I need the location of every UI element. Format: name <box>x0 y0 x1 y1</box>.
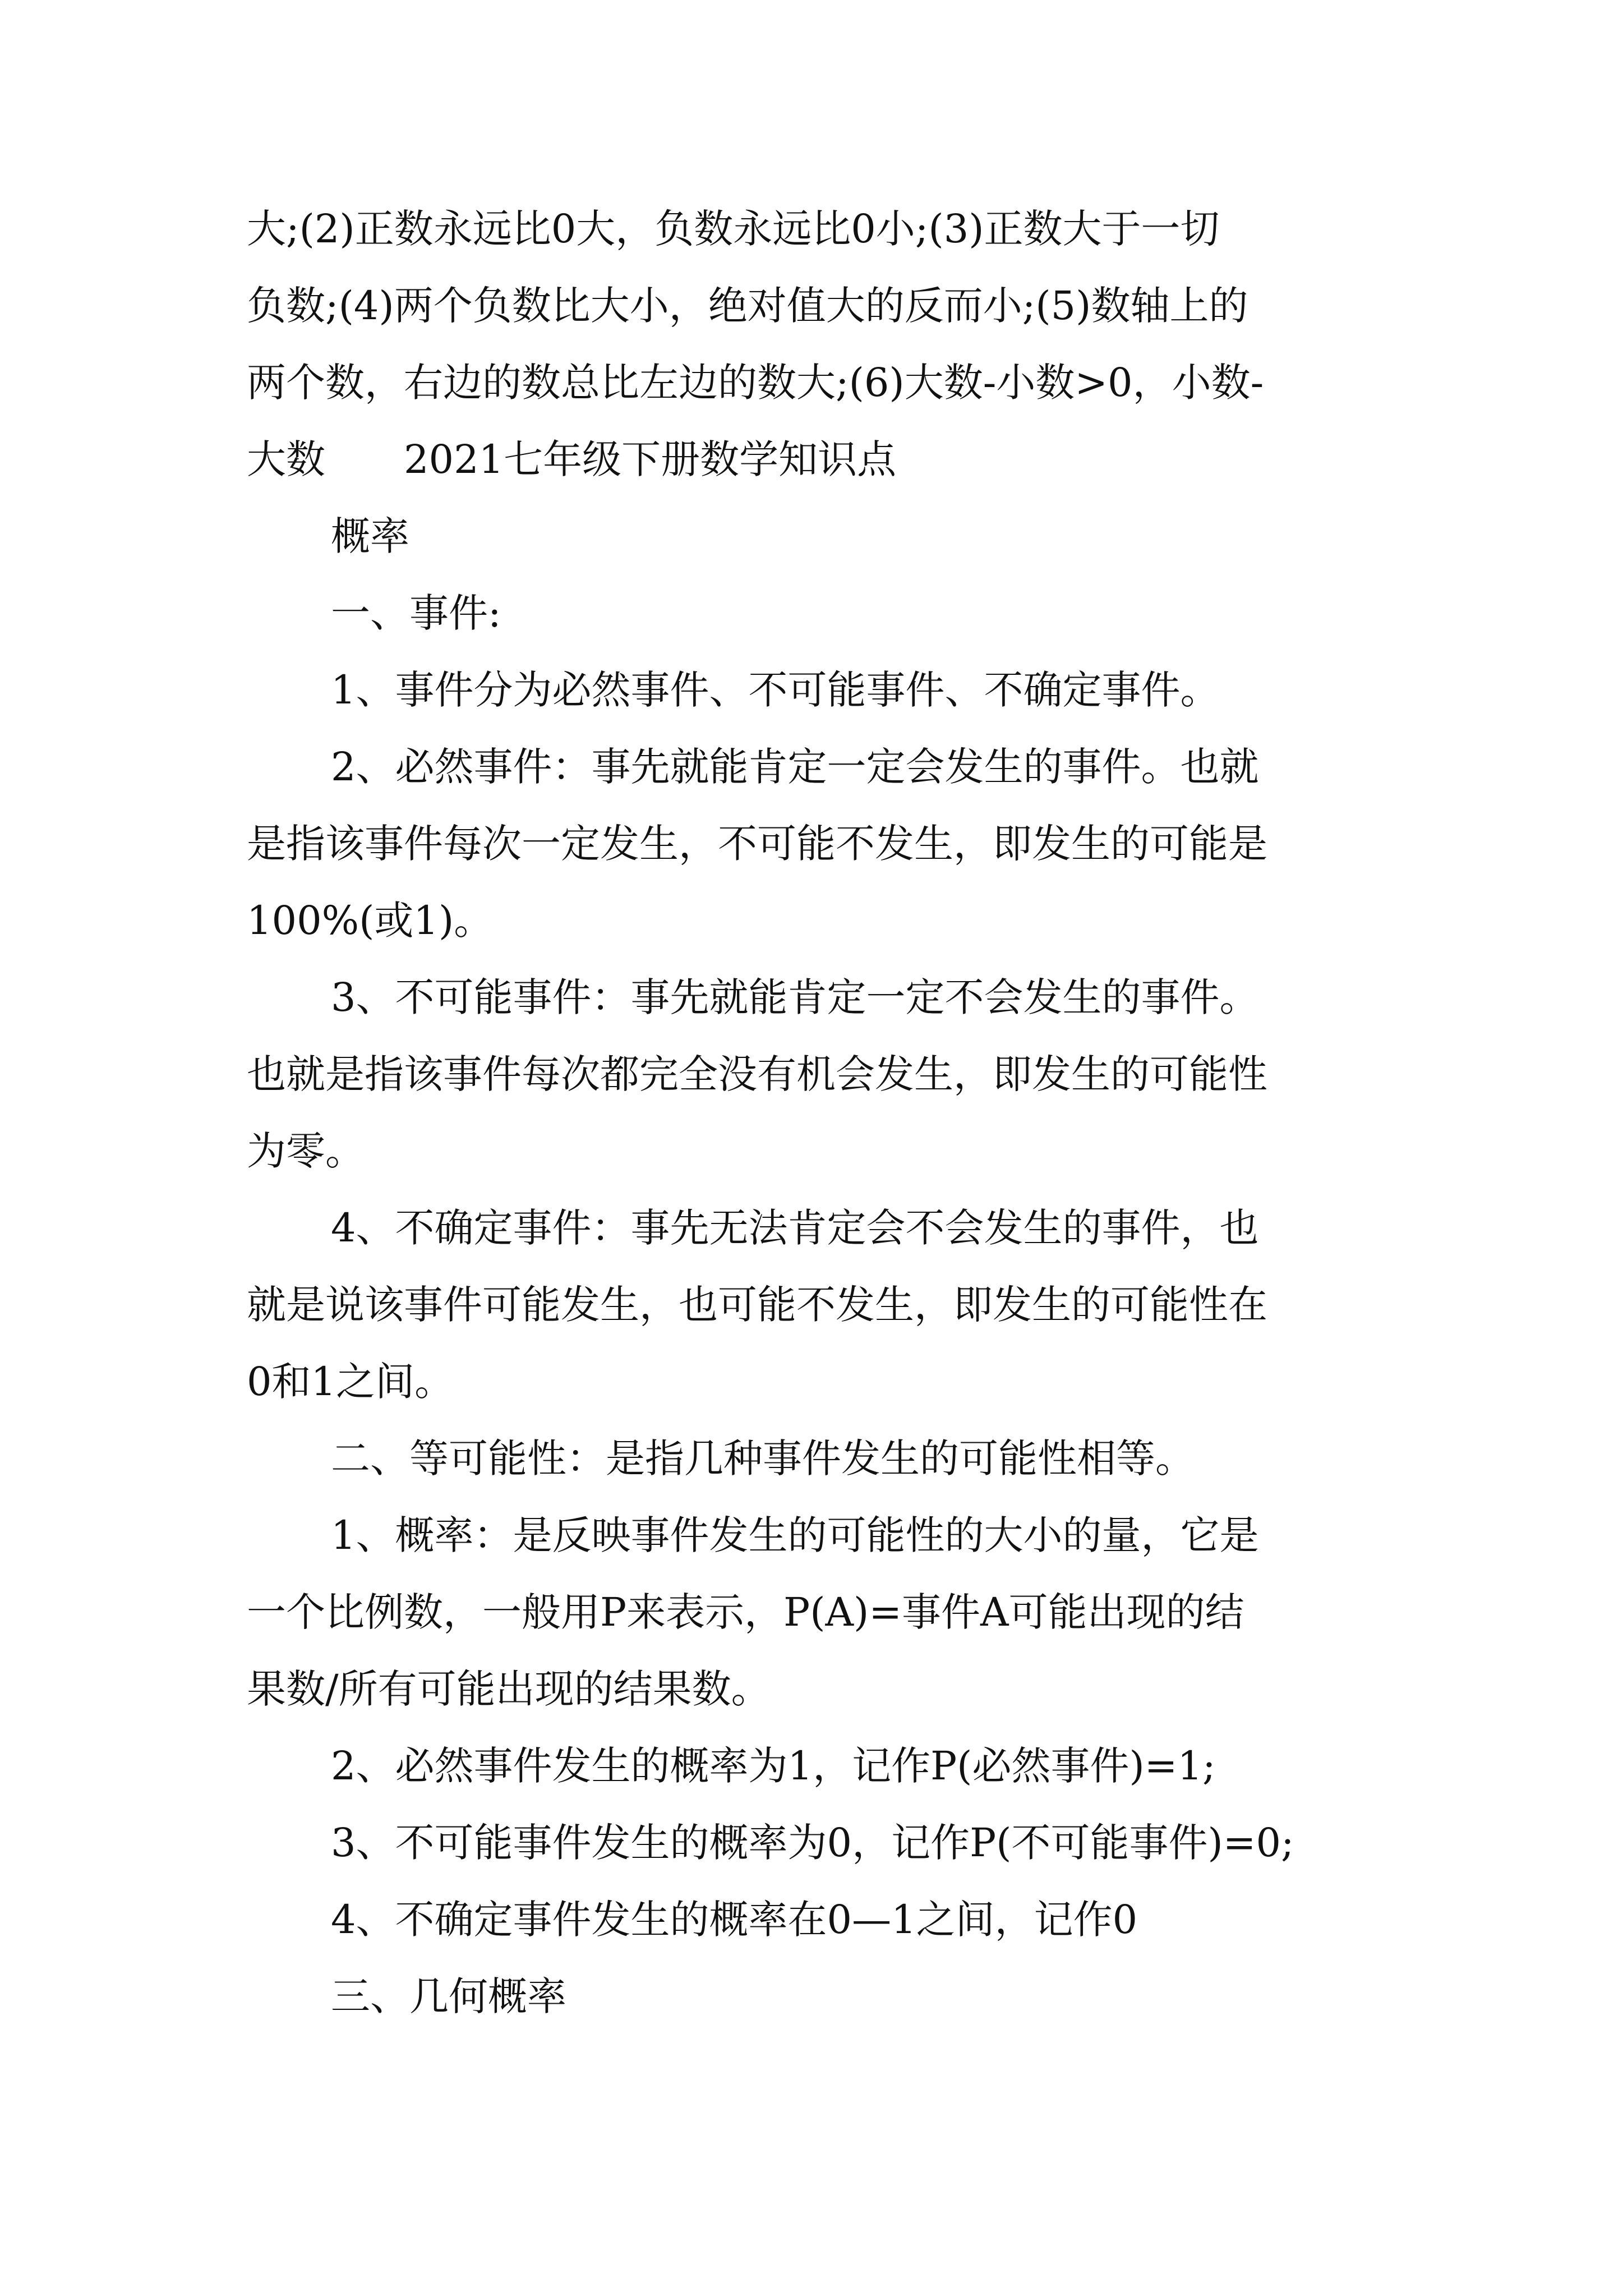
text-line: 两个数，右边的数总比左边的数大;(6)大数-小数>0，小数- <box>247 360 1264 406</box>
text-line: 4、不确定事件：事先无法肯定会不会发生的事件，也 <box>331 1205 1259 1251</box>
document-body <box>247 191 1391 2035</box>
text-line: 也就是指该事件每次都完全没有机会发生，即发生的可能性 <box>247 1051 1267 1097</box>
text-line: 为零。 <box>247 1128 365 1174</box>
section-heading: 二、等可能性：是指几种事件发生的可能性相等。 <box>331 1435 1195 1481</box>
text-line: 2、必然事件：事先就能肯定一定会发生的事件。也就 <box>331 744 1259 790</box>
text-line: 负数;(4)两个负数比大小，绝对值大的反而小;(5)数轴上的 <box>247 283 1248 329</box>
text-line: 3、不可能事件发生的概率为0，记作P(不可能事件)=0; <box>331 1820 1294 1866</box>
text-line: 一个比例数，一般用P来表示，P(A)=事件A可能出现的结 <box>247 1589 1244 1635</box>
text-line: 0和1之间。 <box>247 1359 454 1405</box>
text-line: 1、概率：是反映事件发生的可能性的大小的量，它是 <box>331 1512 1259 1558</box>
text-line: 果数/所有可能出现的结果数。 <box>247 1666 771 1712</box>
text-line: 4、不确定事件发生的概率在0—1之间，记作0 <box>331 1897 1138 1943</box>
text-line: 就是说该事件可能发生，也可能不发生，即发生的可能性在 <box>247 1282 1267 1328</box>
text-line: 1、事件分为必然事件、不可能事件、不确定事件。 <box>331 667 1220 713</box>
text-line: 3、不可能事件：事先就能肯定一定不会发生的事件。 <box>331 974 1259 1020</box>
text-line: 是指该事件每次一定发生，不可能不发生，即发生的可能是 <box>247 821 1267 867</box>
text-line: 100%(或1)。 <box>247 898 494 944</box>
text-line: 大;(2)正数永远比0大，负数永远比0小;(3)正数大于一切 <box>247 206 1220 252</box>
text-line: 大数 2021七年级下册数学知识点 <box>247 436 897 482</box>
section-title: 概率 <box>331 513 409 559</box>
section-heading: 三、几何概率 <box>331 1973 566 2019</box>
section-heading: 一、事件: <box>331 590 501 636</box>
text-line: 2、必然事件发生的概率为1，记作P(必然事件)=1; <box>331 1743 1216 1789</box>
